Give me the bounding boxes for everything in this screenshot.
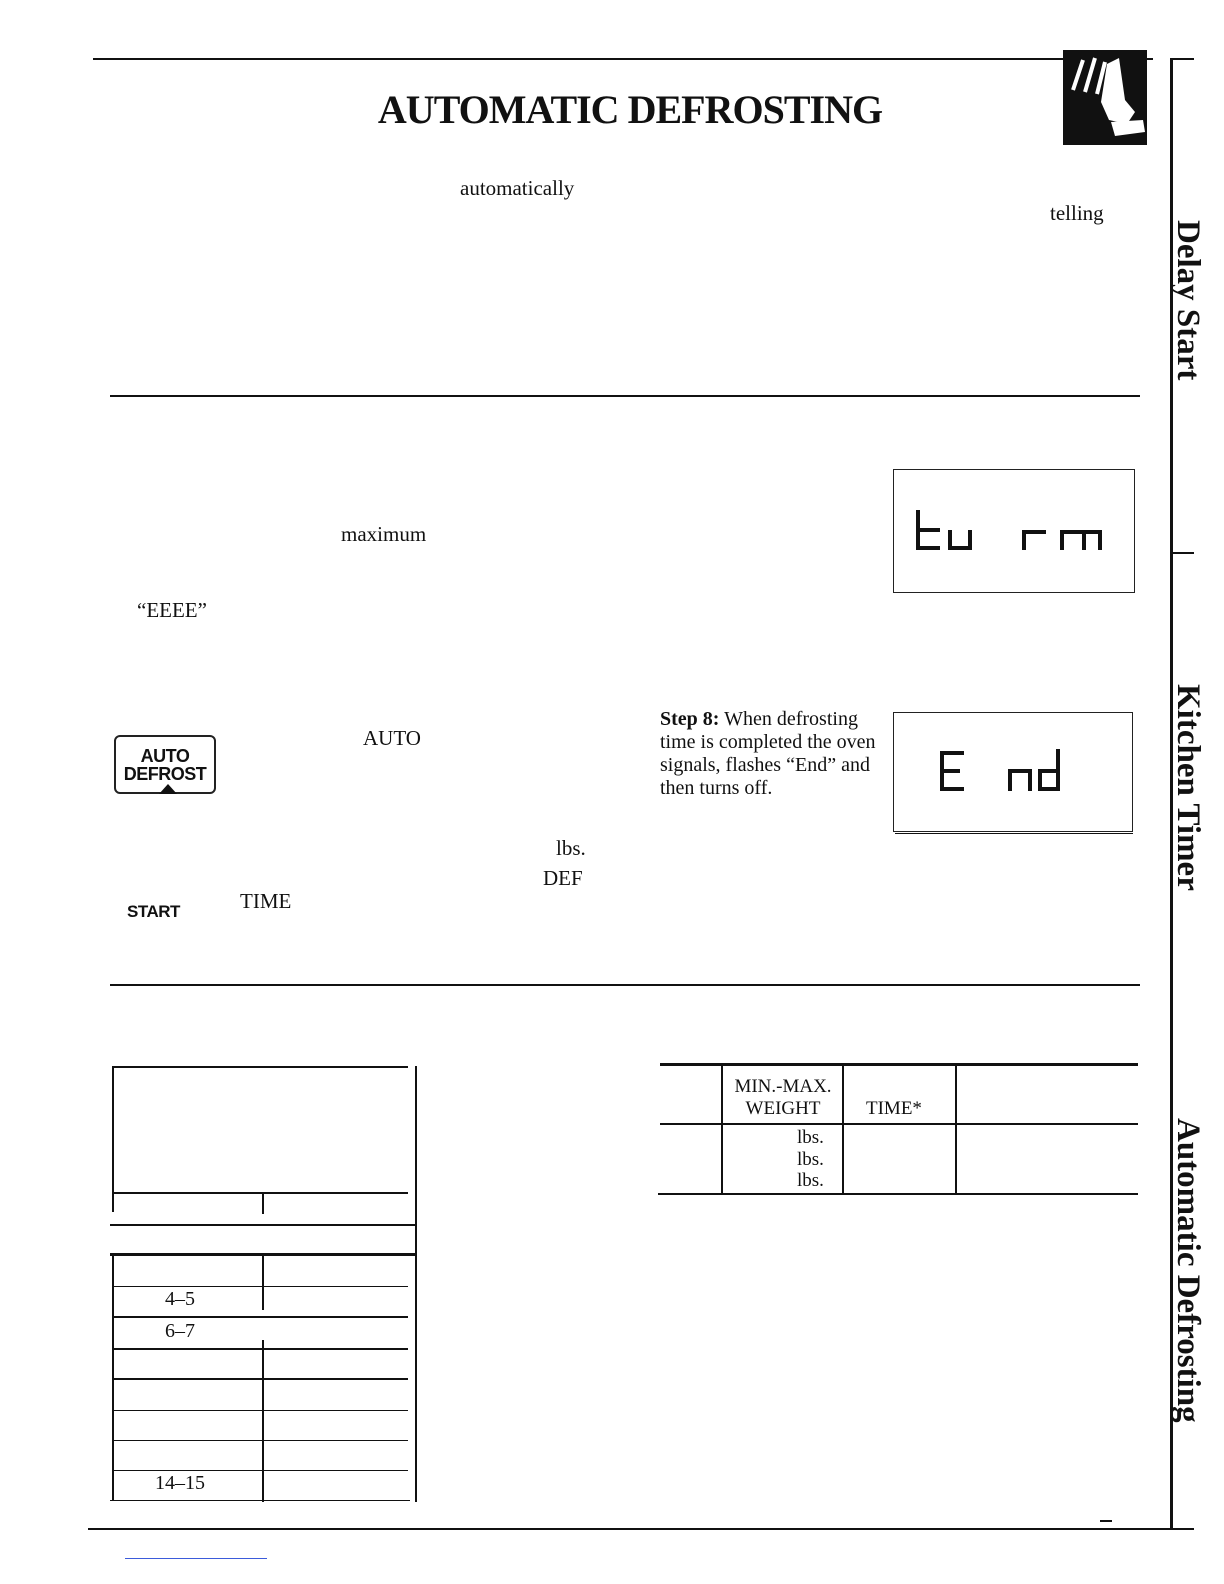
side-tab-tick-bottom xyxy=(1172,1528,1194,1530)
side-tab-kitchen-timer[interactable]: Kitchen Timer xyxy=(1170,684,1206,891)
bottom-rule xyxy=(88,1528,1174,1530)
left-table-cell: 14–15 xyxy=(155,1472,205,1494)
side-tab-delay-start[interactable]: Delay Start xyxy=(1170,220,1206,381)
word-def: DEF xyxy=(543,866,583,890)
intro-word-automatically: automatically xyxy=(460,176,575,200)
word-error-code: “EEEE” xyxy=(137,598,207,622)
word-lbs: lbs. xyxy=(556,836,586,860)
auto-defrost-line2: DEFROST xyxy=(123,764,207,784)
auto-defrost-button[interactable] xyxy=(114,735,216,794)
left-table-cell: 6–7 xyxy=(165,1320,195,1342)
right-table-lbs: lbs. xyxy=(797,1149,824,1170)
auto-defrost-line1: AUTO xyxy=(140,746,190,766)
word-auto: AUTO xyxy=(363,726,421,750)
word-time: TIME xyxy=(240,889,292,913)
right-table-header-weight: MIN.-MAX. WEIGHT xyxy=(734,1076,832,1119)
display-turn xyxy=(893,469,1135,593)
intro-word-telling: telling xyxy=(1050,201,1104,225)
page-title: AUTOMATIC DEFROSTING xyxy=(377,87,883,132)
page-mark xyxy=(1100,1520,1112,1522)
section-divider-1 xyxy=(110,395,1140,397)
step-8-text: When defrosting time is completed the oven signals, flashes “End” and then turns off. xyxy=(660,708,876,799)
step-8 xyxy=(660,708,885,800)
top-rule xyxy=(93,58,1153,60)
right-table-lbs: lbs. xyxy=(797,1127,824,1148)
side-tab-tick-1 xyxy=(1172,552,1194,554)
word-maximum: maximum xyxy=(341,522,427,546)
display-end-underline xyxy=(895,833,1133,834)
side-tab-automatic-defrosting[interactable]: Automatic Defrosting xyxy=(1170,1118,1206,1423)
left-table-cell: 4–5 xyxy=(165,1288,195,1310)
start-button[interactable]: START xyxy=(127,902,180,921)
bottom-link-rule xyxy=(125,1558,267,1559)
right-table-lbs: lbs. xyxy=(797,1170,824,1191)
section-divider-2 xyxy=(110,984,1140,986)
right-table-header-time: TIME* xyxy=(866,1098,922,1119)
side-tab-tick-top xyxy=(1172,58,1194,60)
triangle-up-icon xyxy=(159,784,177,794)
step-8-label: Step 8: xyxy=(660,708,720,730)
display-end xyxy=(893,712,1133,832)
hand-pressing-icon xyxy=(1063,50,1147,145)
